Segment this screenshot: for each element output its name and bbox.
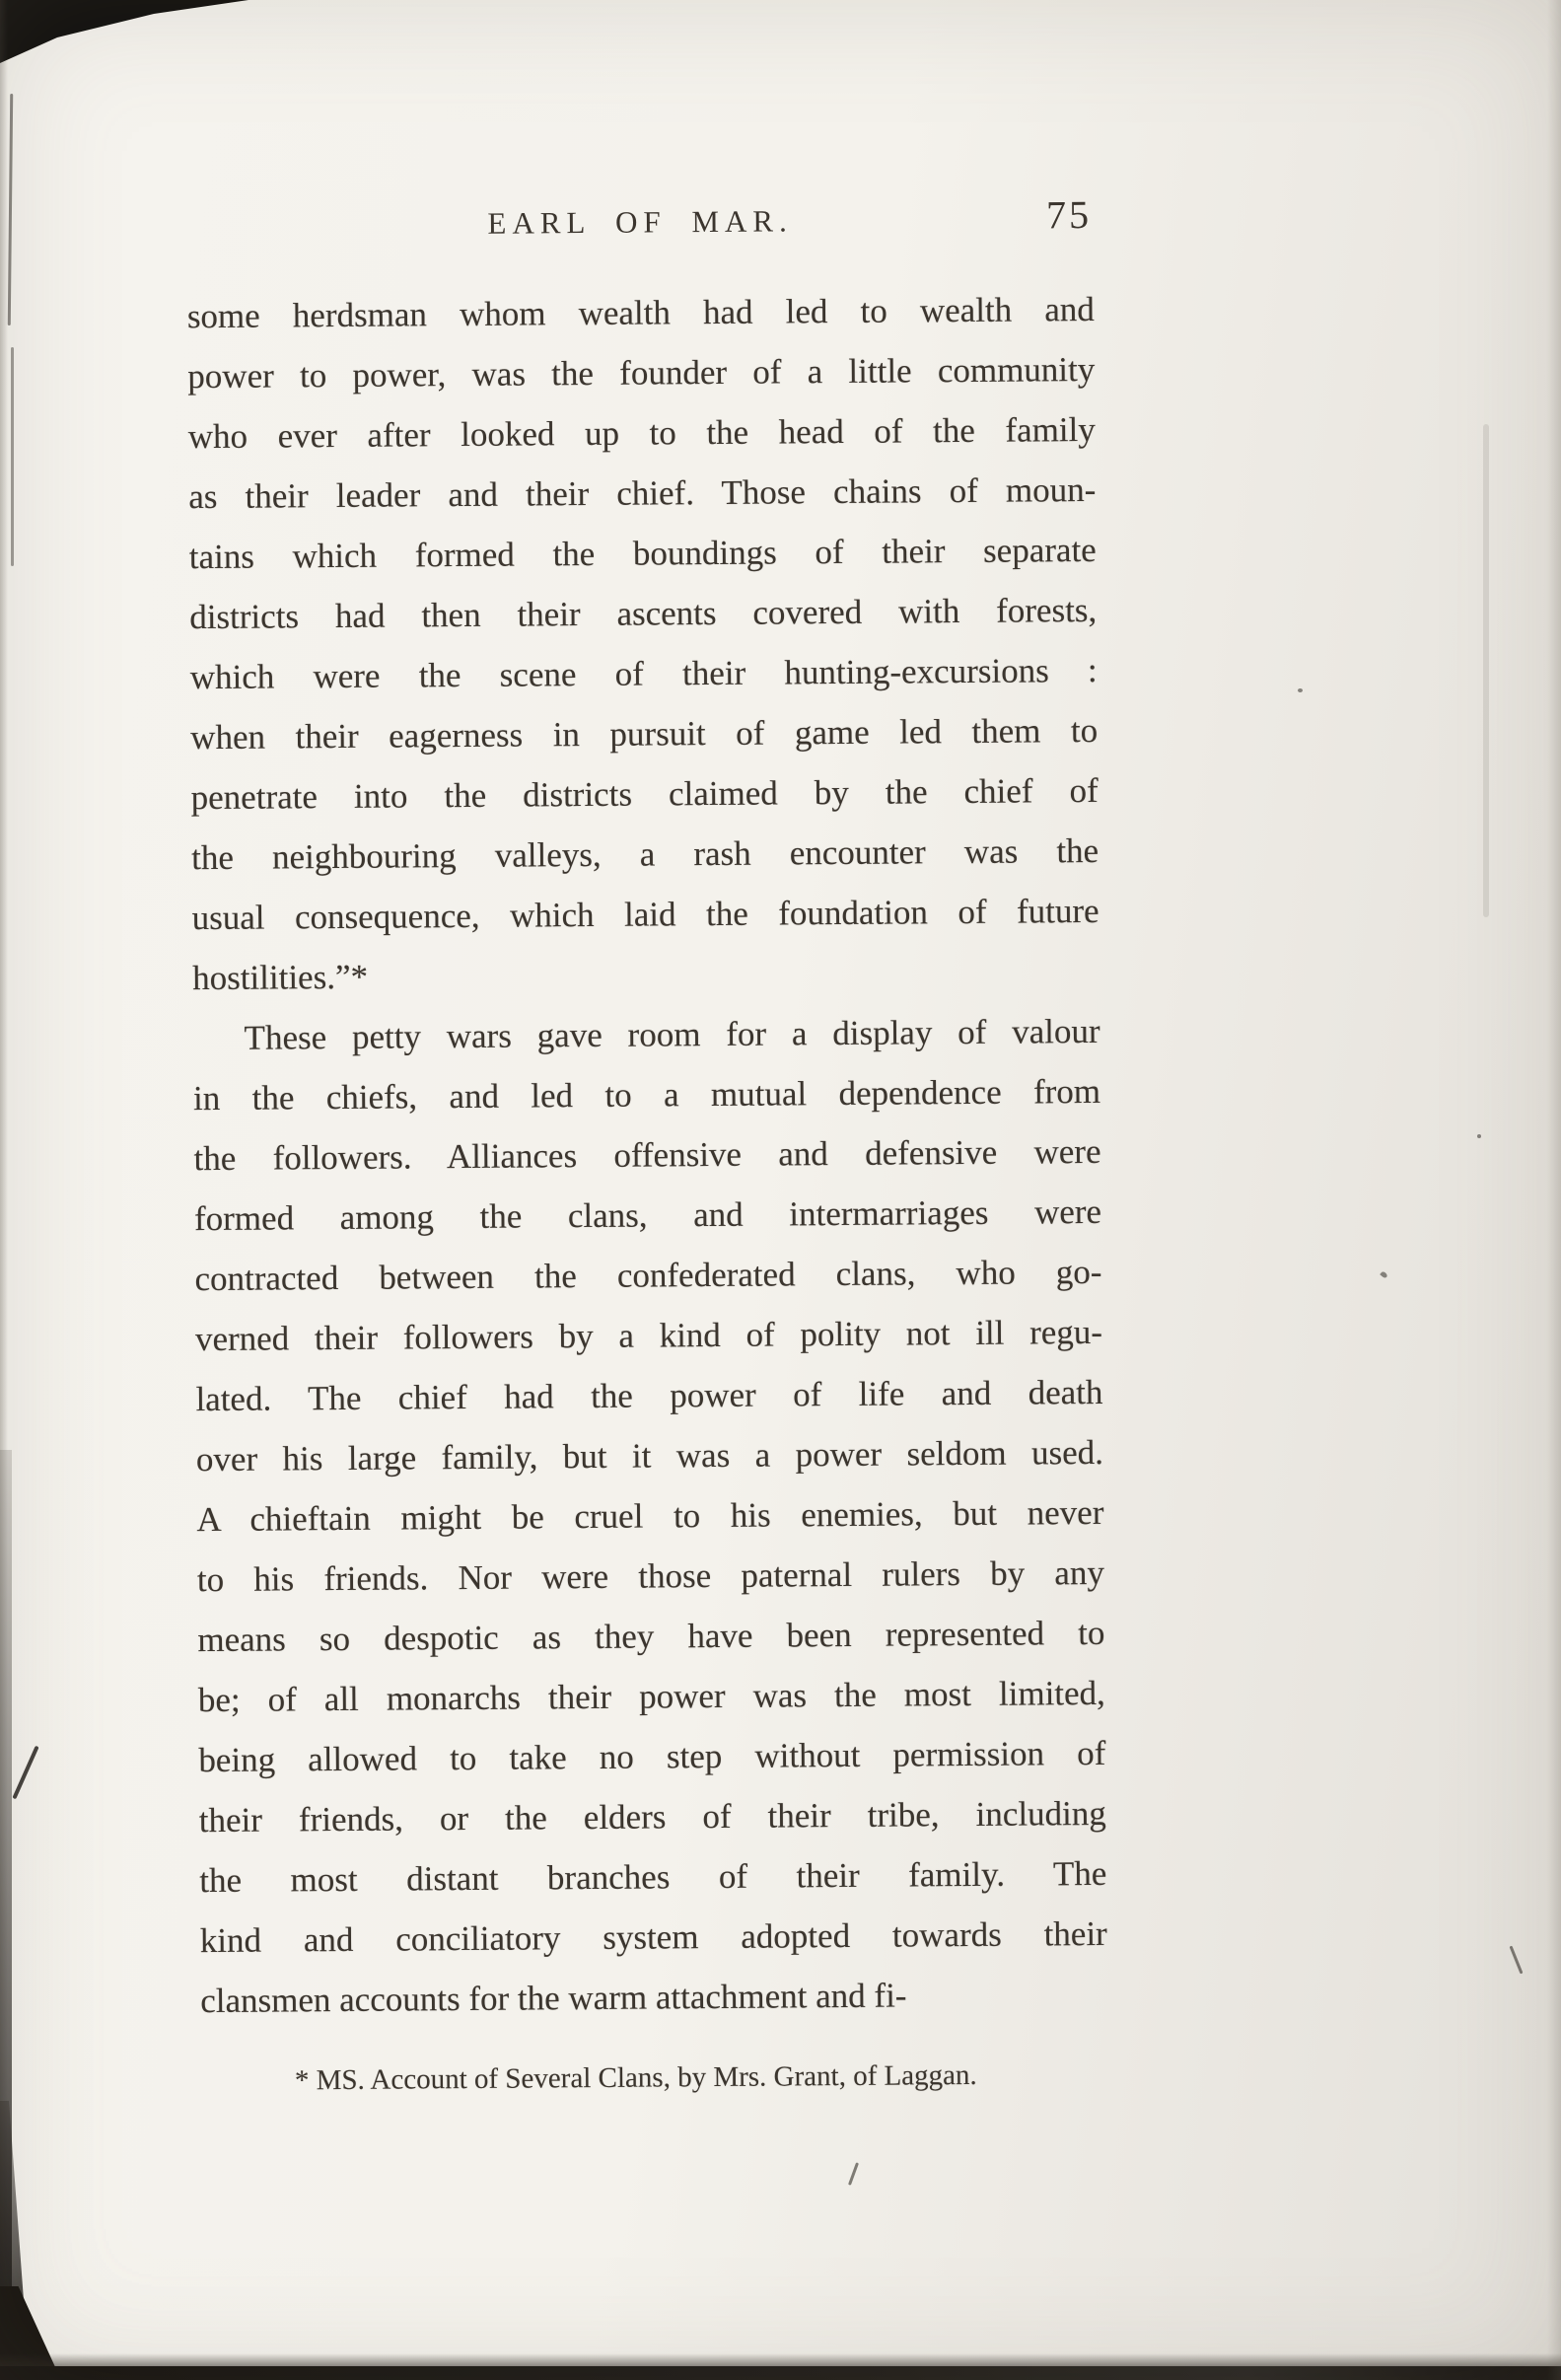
- corner-tear-mark: [0, 0, 256, 69]
- text-line: penetrate into the districts claimed by the chief of: [190, 770, 1099, 818]
- text-line: A chieftain might be cruel to his enemies, but never: [196, 1492, 1104, 1540]
- paragraph-2: [192, 1001, 1107, 2031]
- text-line: contracted between the confederated clans, who go-: [194, 1252, 1102, 1299]
- text-line: which were the scene of their hunting-excursions :: [189, 650, 1098, 697]
- text-line: verned their followers by a kind of polity not ill regu-: [194, 1312, 1103, 1359]
- page-number: 75: [1045, 191, 1093, 238]
- text-line: These petty wars gave room for a display of valour: [244, 1011, 1100, 1057]
- running-title: EARL OF MAR.: [487, 203, 793, 241]
- text-line: usual consequence, which laid the foundation of future: [191, 891, 1100, 938]
- paragraph-1: [187, 279, 1100, 1008]
- text-line: hostilities.”*: [191, 957, 369, 998]
- margin-ink-mark: [12, 1746, 38, 1800]
- bottom-edge-band: [0, 2366, 1561, 2380]
- text-line: to his friends. Nor were those paternal rulers by any: [196, 1552, 1105, 1600]
- ink-speck: [1298, 688, 1303, 692]
- text-line: the neighbouring valleys, a rash encounter was the: [191, 830, 1100, 878]
- bottom-edge-shadow: [0, 2353, 1561, 2367]
- text-line: lated. The chief had the power of life and death: [195, 1372, 1103, 1419]
- page-header: [186, 191, 1095, 286]
- text-line: means so despotic as they have been represented to: [197, 1613, 1105, 1660]
- text-line: when their eagerness in pursuit of game led them to: [190, 710, 1099, 757]
- text-line: their friends, or the elders of their tribe, including: [198, 1793, 1106, 1840]
- text-line: clansmen accounts for the warm attachment and fi-: [200, 1976, 907, 2021]
- stray-mark: [1509, 1946, 1523, 1975]
- text-line: tains which formed the boundings of their separate: [188, 530, 1097, 577]
- text-line: formed among the clans, and intermarriages were: [193, 1191, 1102, 1239]
- right-edge-shadow: [1547, 0, 1561, 2380]
- right-margin-streak: [1483, 424, 1489, 917]
- text-line: be; of all monarchs their power was the most limited,: [197, 1673, 1105, 1720]
- text-line: who ever after looked up to the head of the family: [187, 409, 1096, 457]
- text-line: power to power, was the founder of a little community: [187, 349, 1096, 397]
- text-line: over his large family, but it was a power seldom used.: [195, 1432, 1104, 1479]
- text-line: as their leader and their chief. Those chains of moun-: [188, 469, 1097, 517]
- text-line: districts had then their ascents covered with forests,: [189, 590, 1098, 637]
- margin-pen-stroke: [8, 94, 13, 325]
- text-line: the followers. Alliances offensive and defensive were: [193, 1131, 1101, 1179]
- ink-speck: [1477, 1134, 1481, 1138]
- ink-speck: [1380, 1270, 1388, 1278]
- text-line: some herdsman whom wealth had led to wealth and: [186, 289, 1095, 336]
- text-line: being allowed to take no step without permission of: [198, 1733, 1106, 1780]
- text-block: [186, 191, 1108, 2104]
- text-line: in the chiefs, and led to a mutual dependence from: [192, 1071, 1101, 1118]
- margin-pen-stroke: [11, 347, 14, 566]
- stray-mark: [848, 2162, 859, 2186]
- footnote: * MS. Account of Several Clans, by Mrs. Grant, of Laggan.: [294, 2058, 977, 2097]
- text-line: the most distant branches of their family. The: [199, 1853, 1107, 1901]
- text-line: kind and conciliatory system adopted towards their: [199, 1913, 1107, 1961]
